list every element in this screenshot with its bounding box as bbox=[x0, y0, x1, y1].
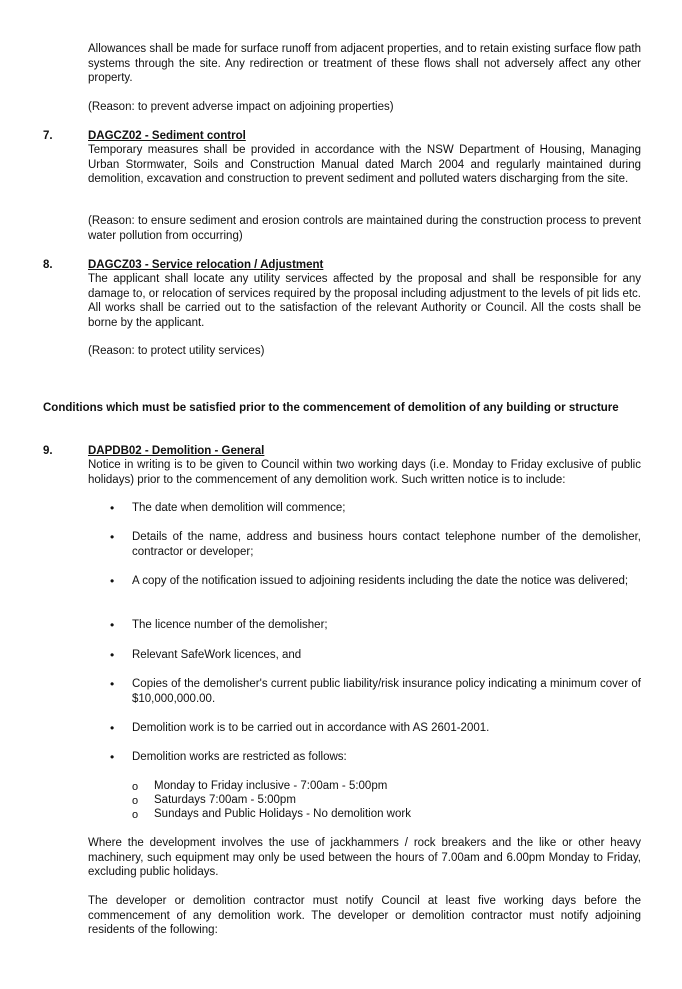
condition-7-text: Temporary measures shall be provided in accordance with the NSW Department of Housing, Managing Urban Stormwater, Soils and Construction Manual dated March 2004 and regularly maintained during demolition, excavation and construction to prevent sediment and polluted waters discharging from the site. bbox=[88, 144, 641, 186]
list-item: Details of the name, address and business hours contact telephone number of the demolisher, contractor or developer; bbox=[132, 531, 641, 558]
machinery-paragraph: Where the development involves the use of jackhammers / rock breakers and the like or other heavy machinery, such equipment may only be used between the hours of 7.00am and 6.00pm Monday to Friday, excluding public holidays. bbox=[88, 837, 641, 879]
condition-8-code: DAGCZ03 - Service relocation / Adjustment bbox=[88, 259, 324, 271]
sub-bullet-icon: o bbox=[132, 781, 139, 793]
bullet-icon: • bbox=[110, 648, 115, 662]
intro-reason: (Reason: to prevent adverse impact on adjoining properties) bbox=[88, 101, 394, 113]
bullet-icon: • bbox=[110, 501, 115, 515]
sub-list-item: Monday to Friday inclusive - 7:00am - 5:00pm bbox=[154, 780, 388, 792]
bullet-icon: • bbox=[110, 618, 115, 632]
intro-paragraph: Allowances shall be made for surface runoff from adjacent properties, and to retain existing surface flow path systems through the site. Any redirection or treatment of these flows shall not adversely affect any other property. bbox=[88, 43, 641, 85]
notify-paragraph: The developer or demolition contractor must notify Council at least five working days before the commencement of any demolition work. The developer or demolition contractor must notify adjoining residents of the following: bbox=[88, 895, 641, 937]
list-item: Relevant SafeWork licences, and bbox=[132, 649, 302, 661]
condition-8-number: 8. bbox=[43, 259, 53, 271]
section-heading: Conditions which must be satisfied prior to the commencement of demolition of any building or structure bbox=[43, 402, 619, 414]
list-item: Copies of the demolisher's current public liability/risk insurance policy indicating a minimum cover of $10,000,000.00. bbox=[132, 678, 641, 705]
list-item: Demolition work is to be carried out in accordance with AS 2601-2001. bbox=[132, 722, 490, 734]
bullet-icon: • bbox=[110, 750, 115, 764]
bullet-icon: • bbox=[110, 721, 115, 735]
list-item: A copy of the notification issued to adjoining residents including the date the notice was delivered; bbox=[132, 575, 629, 587]
list-item: Demolition works are restricted as follows: bbox=[132, 751, 347, 763]
condition-7-reason: (Reason: to ensure sediment and erosion controls are maintained during the construction process to prevent water pollution from occurring) bbox=[88, 215, 641, 242]
condition-8-text: The applicant shall locate any utility services affected by the proposal and shall be responsible for any damage to, or relocation of services required by the proposal including adjustment to the levels of pit lids etc. All works shall be carried out to the satisfaction of the relevant Authority or Council. All the costs shall be borne by the applicant. bbox=[88, 273, 641, 329]
condition-9-number: 9. bbox=[43, 445, 53, 457]
condition-9-intro: Notice in writing is to be given to Council within two working days (i.e. Monday to Friday exclusive of public holidays) prior to the commencement of any demolition work. Such written notice is to include: bbox=[88, 459, 641, 486]
sub-list-item: Sundays and Public Holidays - No demolition work bbox=[154, 808, 411, 820]
condition-7-code: DAGCZ02 - Sediment control bbox=[88, 130, 246, 142]
sub-bullet-icon: o bbox=[132, 809, 139, 821]
sub-bullet-icon: o bbox=[132, 795, 139, 807]
bullet-icon: • bbox=[110, 574, 115, 588]
condition-9-code: DAPDB02 - Demolition - General bbox=[88, 445, 265, 457]
condition-7-number: 7. bbox=[43, 130, 53, 142]
bullet-icon: • bbox=[110, 677, 115, 691]
bullet-icon: • bbox=[110, 530, 115, 544]
sub-list-item: Saturdays 7:00am - 5:00pm bbox=[154, 794, 296, 806]
condition-8-reason: (Reason: to protect utility services) bbox=[88, 345, 265, 357]
list-item: The date when demolition will commence; bbox=[132, 502, 346, 514]
list-item: The licence number of the demolisher; bbox=[132, 619, 328, 631]
